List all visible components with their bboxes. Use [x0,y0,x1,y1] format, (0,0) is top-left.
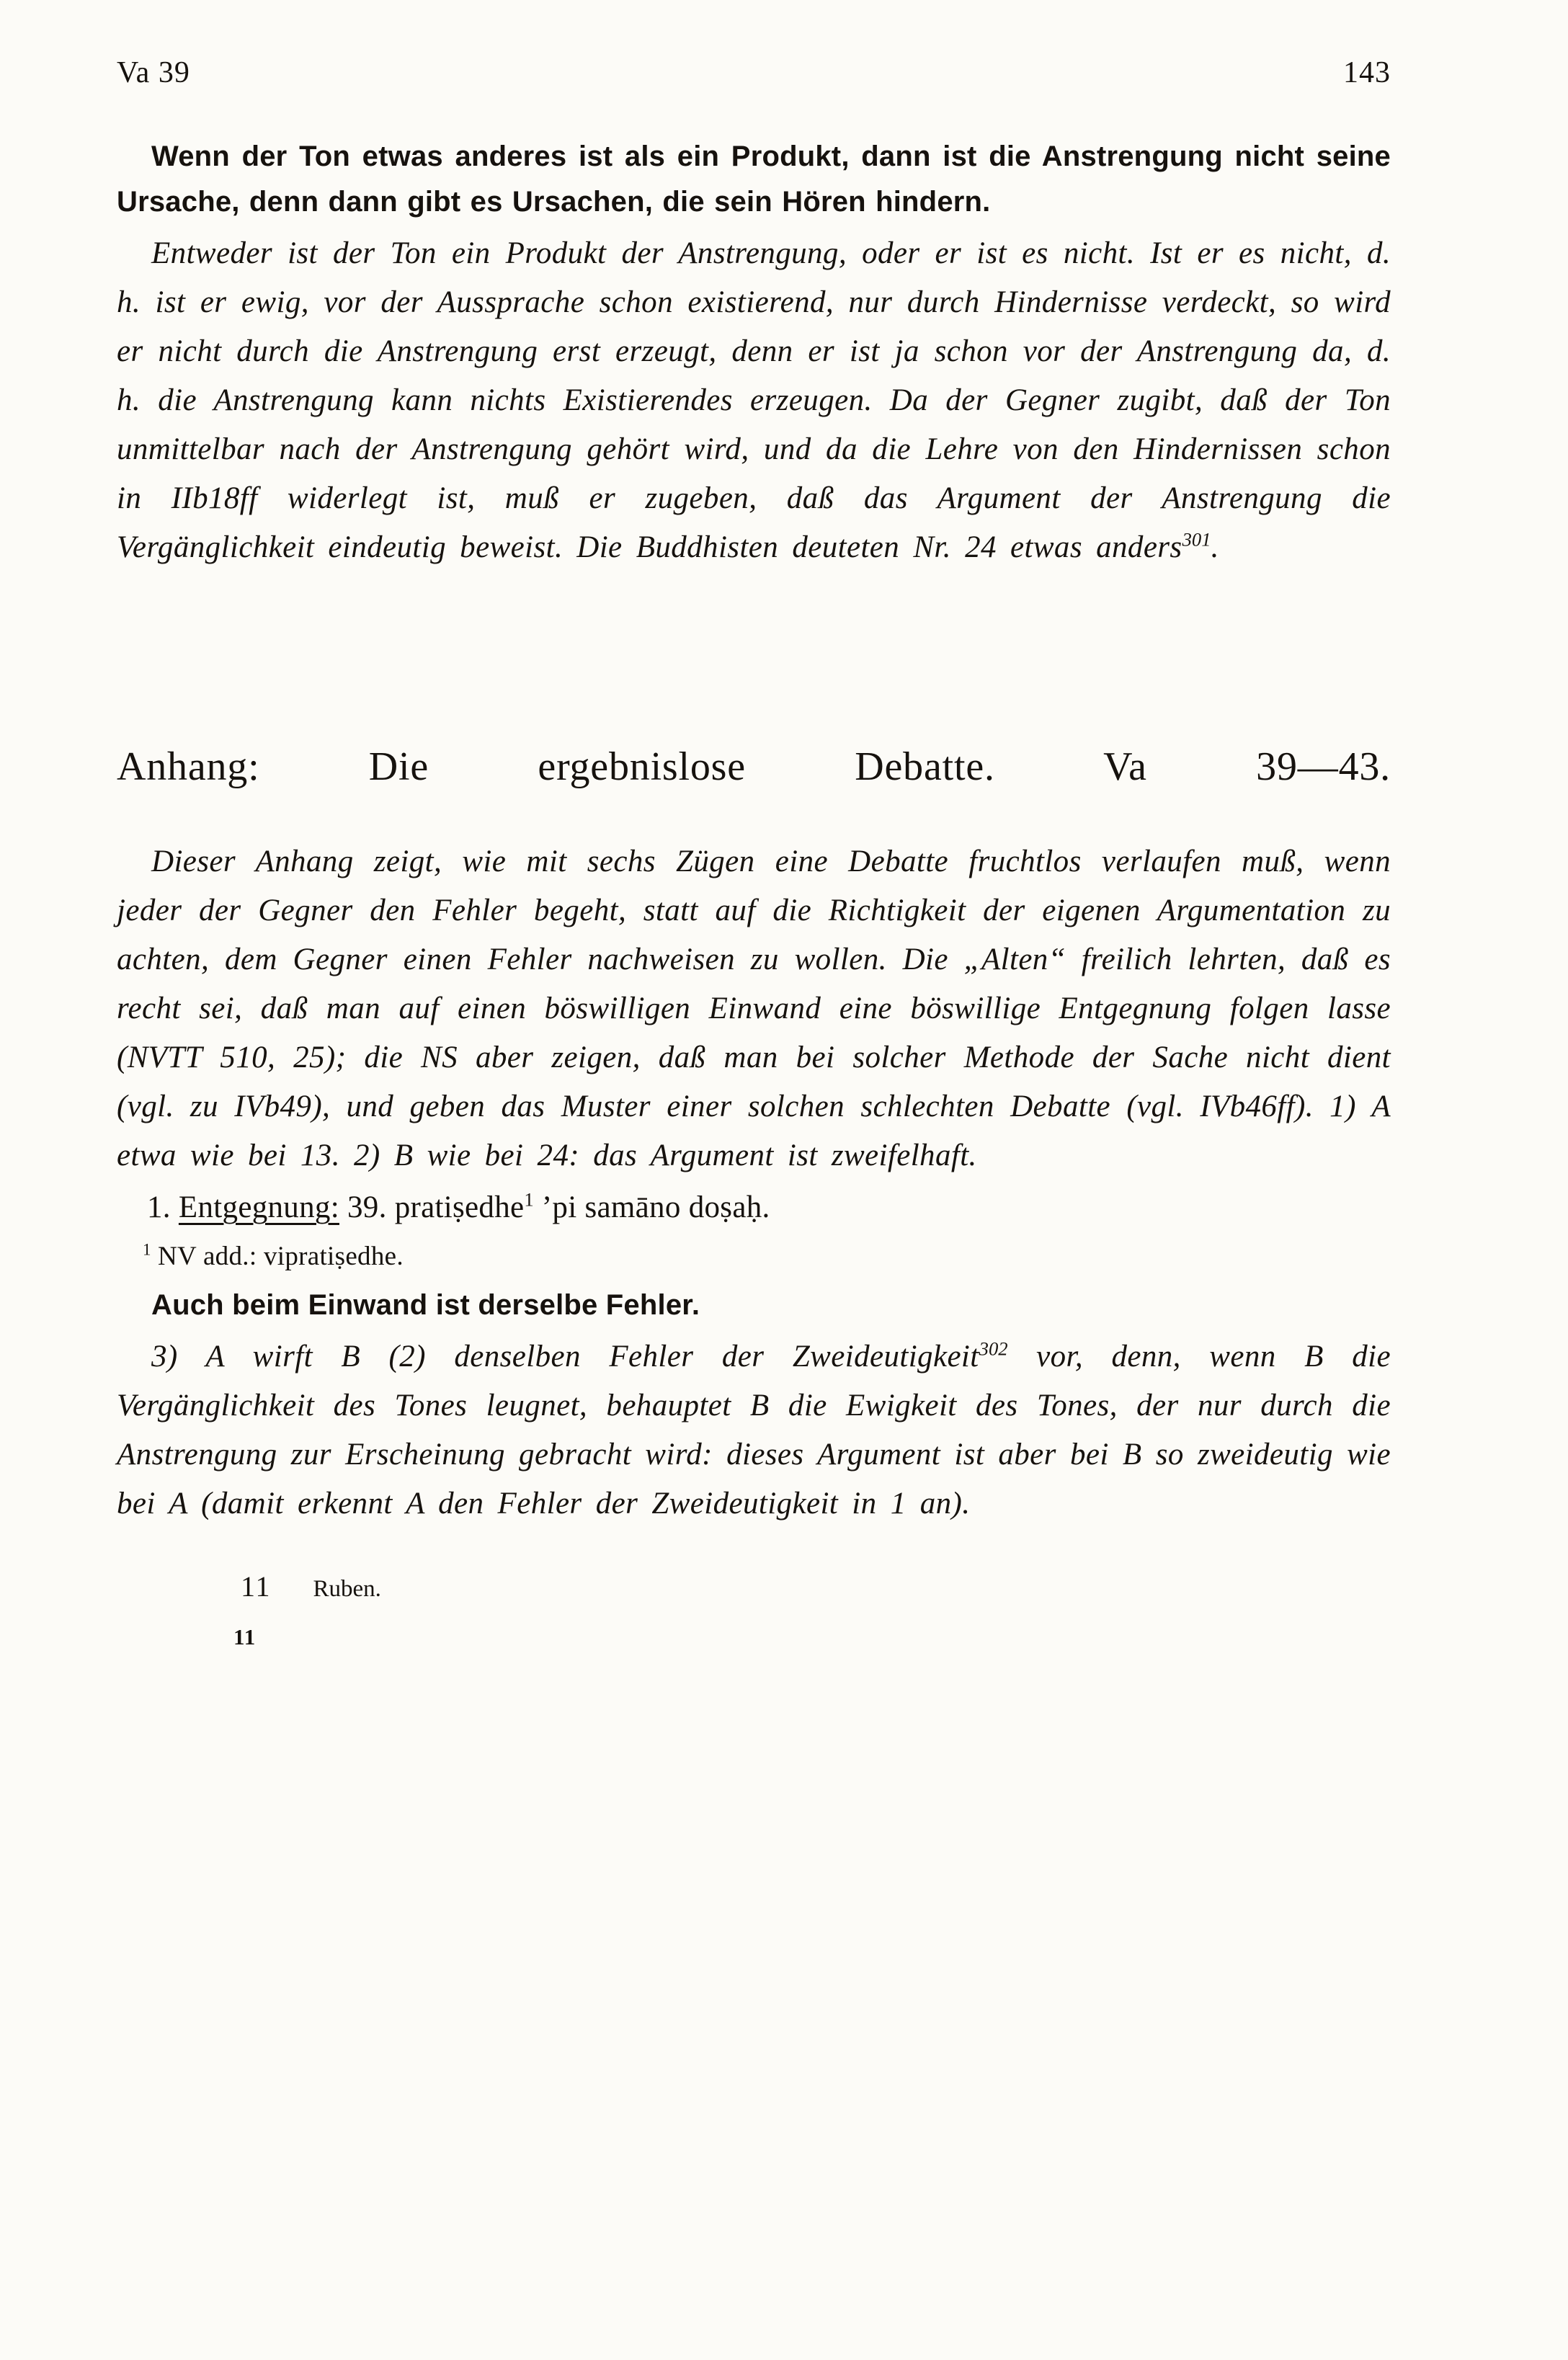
sutra-translation-1: Wenn der Ton etwas anderes ist als ein Produkt, dann ist die Anstrengung nicht seine Ursache, denn dann gibt es Ursachen, die sein Hören hindern. [117,141,1391,218]
entgegnung-line [117,1183,1391,1232]
section-heading: Anhang: Die ergebnislose Debatte. Va 39—43. [117,744,1391,789]
printer-author-name: Ruben. [313,1576,381,1602]
sutra-translation-2: Auch beim Einwand ist derselbe Fehler. [151,1289,700,1321]
footnote-reference-301: 301 [1182,528,1211,551]
commentary-paragraph-1 [117,229,1391,572]
entgegnung-sanskrit-tail: ’pi samāno doṣaḥ. [533,1190,770,1224]
footnote-reference-302: 302 [979,1337,1008,1360]
entgegnung-sanskrit: 39. pratiṣedhe [339,1190,525,1224]
commentary-paragraph-2: Dieser Anhang zeigt, wie mit sechs Zügen eine Debatte fruchtlos verlaufen muß, wenn jeder der Gegner den Fehler begeht, statt auf die Richtigkeit der eigenen Argumentation zu achten, dem Gegner einen Fehler nachweisen zu wollen. Die „Alten“ freilich lehrten, daß es recht sei, daß man auf einen böswilligen Einwand eine böswillige Entgegnung folgen lasse (NVTT 510, 25); die NS aber zeigen, daß man bei solcher Methode der Sache nicht dient (vgl. zu IVb49), und geben das Muster einer solchen schlechten Debatte (vgl. IVb46ff). 1) A etwa wie bei 13. 2) B wie bei 24: das Argument ist zweifelhaft. [117,845,1391,1172]
footnote-1 [117,1237,1391,1277]
footnote-1-marker: 1 [143,1240,151,1259]
page-header [117,56,1391,89]
footnote-reference-1: 1 [524,1188,534,1211]
printer-imprint-line [117,1570,1391,1606]
commentary-1-text: Entweder ist der Ton ein Produkt der Anstrengung, oder er ist es nicht. Ist er es nicht, d. h. ist er ewig, vor der Aussprache schon existierend, nur durch Hindernisse verdeckt, so wird er nicht durch die Anstrengung erst erzeugt, denn er ist ja schon vor der Anstrengung da, d. h. die Anstrengung kann nichts Existierendes erzeugen. Da der Gegner zugibt, daß der Ton unmittelbar nach der Anstrengung gehört wird, und da die Lehre von den Hindernissen schon in IIb18ff widerlegt ist, muß er zugeben, daß das Argument der Anstrengung die Vergänglichkeit eindeutig beweist. Die Buddhisten deuteten Nr. 24 etwas anders [117,236,1391,564]
commentary-paragraph-3 [117,1332,1391,1528]
signature-mark: 11 [233,1624,257,1649]
entgegnung-number: 1. [147,1190,179,1224]
commentary-1-period: . [1211,530,1219,564]
footnote-1-text: NV add.: vipratiṣedhe. [151,1242,404,1271]
page-number: 143 [1343,56,1391,89]
printer-sheet-number: 11 [241,1570,272,1603]
entgegnung-label: Entgegnung: [178,1190,339,1224]
commentary-3-tail: vor, denn, wenn B die Vergänglichkeit des Tones leugnet, behauptet B die Ewigkeit des Tones, der nur durch die Anstrengung zur Erscheinung gebracht wird: dieses Argument ist aber bei B so zweideutig wie bei A (damit erkennt A den Fehler der Zweideutigkeit in 1 an). [117,1340,1391,1520]
commentary-3-text: 3) A wirft B (2) denselben Fehler der Zweideutigkeit [151,1340,979,1373]
running-title: Va 39 [117,56,190,89]
